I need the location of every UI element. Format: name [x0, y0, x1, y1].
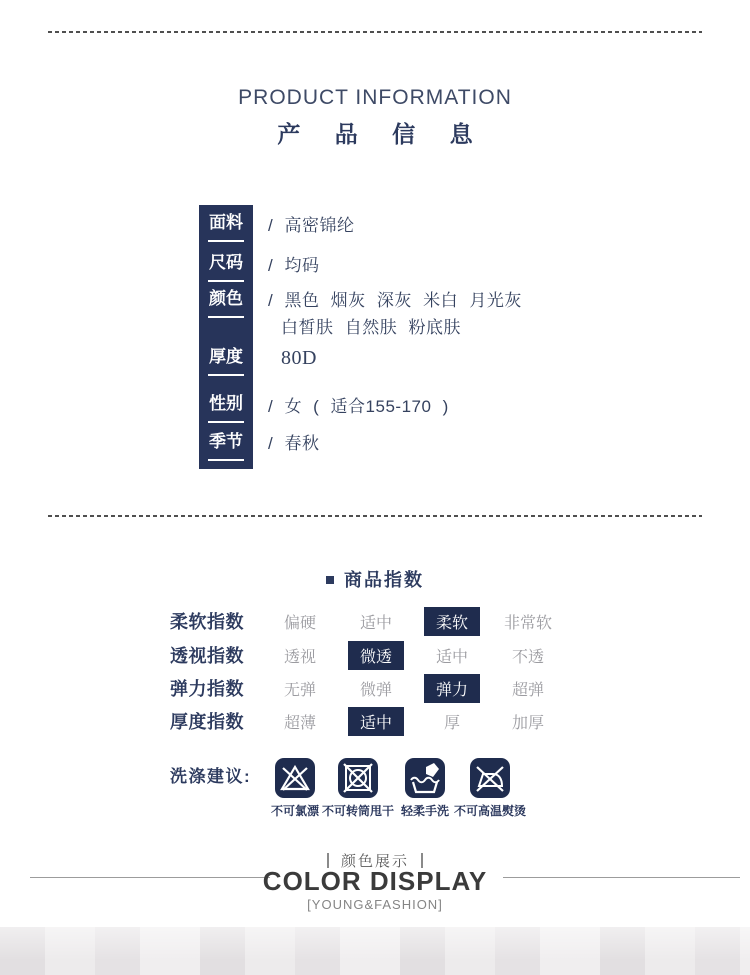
- color-display-subtitle: [YOUNG&FASHION]: [307, 897, 443, 912]
- wash-item-label: 不可高温熨烫: [453, 804, 526, 818]
- index-row-label: 透视指数: [170, 646, 244, 666]
- label-underline: [208, 374, 244, 376]
- index-row-elasticity: [170, 674, 610, 702]
- wash-item-label: 轻柔手洗: [400, 804, 449, 818]
- color-display-cn: 颜色展示: [340, 853, 409, 870]
- wash-item-label: 不可转筒甩干: [321, 804, 394, 818]
- attr-value-season: / 春秋: [268, 434, 320, 453]
- fabric-photo-strip: [0, 927, 750, 975]
- index-title-text: 商品指数: [344, 570, 424, 590]
- index-row-label: 厚度指数: [170, 712, 244, 732]
- attr-value-size: / 均码: [268, 256, 320, 275]
- index-section-title: [0, 566, 750, 592]
- dashed-divider-top: [48, 31, 702, 33]
- index-option: 不透: [511, 648, 544, 666]
- hand-wash-icon: [405, 758, 445, 798]
- label-underline: [208, 421, 244, 423]
- attr-label-size: 尺码: [209, 253, 243, 272]
- attr-value-color-line1: / 黑色 烟灰 深灰 米白 月光灰: [268, 291, 522, 310]
- label-underline: [208, 240, 244, 242]
- index-row-label: 柔软指数: [170, 612, 244, 632]
- index-option-selected: 适中: [348, 707, 404, 736]
- attr-label-fabric: 面料: [209, 213, 243, 232]
- attr-value-gender: / 女 ( 适合155-170 ): [268, 397, 449, 416]
- index-option: 超薄: [283, 714, 316, 732]
- index-row-transparency: [170, 641, 610, 669]
- wash-item-label: 不可氯漂: [270, 804, 319, 818]
- attr-label-gender: 性别: [209, 394, 243, 413]
- index-option: 适中: [435, 648, 468, 666]
- label-underline: [208, 316, 244, 318]
- square-bullet-icon: [326, 576, 334, 584]
- label-underline: [208, 280, 244, 282]
- attribute-label-column: [199, 205, 253, 469]
- index-option: 加厚: [511, 714, 544, 732]
- color-display-title: COLOR DISPLAY: [262, 866, 488, 896]
- wash-item-no-iron: [445, 758, 535, 819]
- page-title-cn: 产 品 信 息: [277, 121, 487, 147]
- attr-label-season: 季节: [209, 432, 243, 451]
- index-option-selected: 柔软: [424, 607, 480, 636]
- label-underline: [208, 459, 244, 461]
- no-bleach-icon: [275, 758, 315, 798]
- index-option: 非常软: [503, 614, 552, 632]
- index-option: 超弹: [511, 681, 544, 699]
- index-option: 偏硬: [283, 614, 316, 632]
- index-option: 无弹: [283, 681, 316, 699]
- index-option: 厚: [443, 714, 460, 732]
- washing-advice-label: 洗涤建议:: [170, 767, 252, 786]
- index-row-softness: [170, 607, 610, 635]
- attr-value-thickness: 80D: [281, 347, 317, 369]
- index-row-label: 弹力指数: [170, 679, 244, 699]
- index-option-selected: 弹力: [424, 674, 480, 703]
- attr-label-color: 颜色: [209, 289, 243, 308]
- index-option: 微弹: [359, 681, 392, 699]
- no-iron-icon: [470, 758, 510, 798]
- attr-value-color-line2: 白皙肤 自然肤 粉底肤: [281, 318, 461, 337]
- no-tumble-dry-icon: [338, 758, 378, 798]
- attr-label-thickness: 厚度: [209, 347, 243, 366]
- index-row-thickness: [170, 707, 610, 735]
- index-option: 透视: [283, 648, 316, 666]
- index-option-selected: 微透: [348, 641, 404, 670]
- attr-value-fabric: / 高密锦纶: [268, 216, 355, 235]
- dashed-divider-middle: [48, 515, 702, 517]
- index-option: 适中: [359, 614, 392, 632]
- page-title-en: PRODUCT INFORMATION: [238, 86, 512, 109]
